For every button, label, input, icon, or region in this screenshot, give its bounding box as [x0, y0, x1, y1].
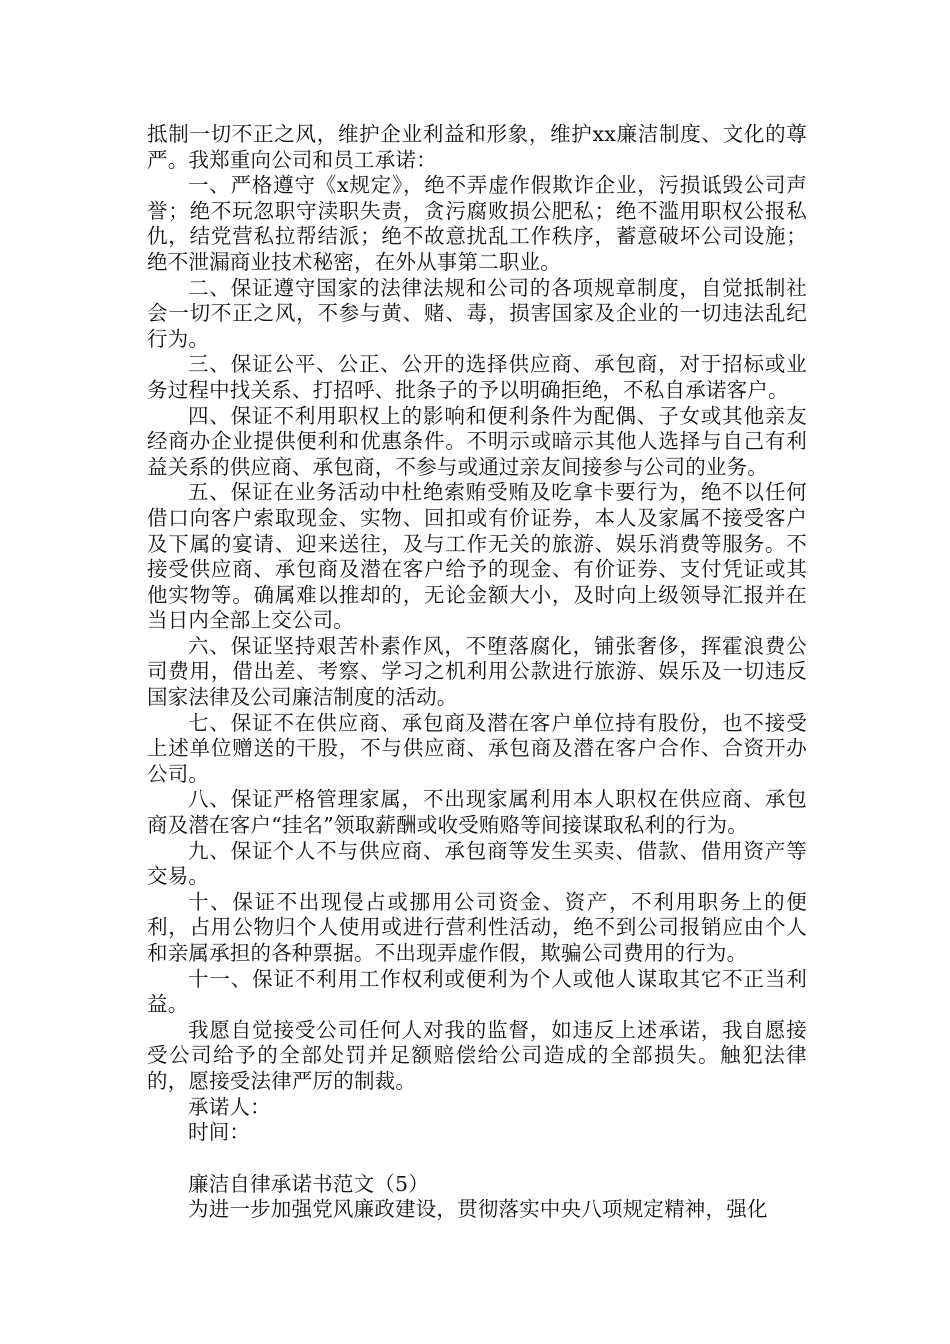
signature-label: 承诺人： — [188, 1094, 271, 1119]
paragraph-pledge: 我愿自觉接受公司任何人对我的监督，如违反上述承诺，我自愿接受公司给予的全部处罚并足额赔偿给公司造成的全部损失。触犯法律的，愿接受法律严厉的制裁。 — [147, 1017, 807, 1093]
paragraph-item-4: 四、保证不利用职权上的影响和便利条件为配偶、子女或其他亲友经商办企业提供便利和优惠条件。不明示或暗示其他人选择与自己有利益关系的供应商、承包商，不参与或通过亲友间接参与公司的业务。 — [147, 403, 807, 479]
paragraph-item-6: 六、保证坚持艰苦朴素作风，不堕落腐化，铺张奢侈，挥霍浪费公司费用，借出差、考察、学习之机利用公款进行旅游、娱乐及一切违反国家法律及公司廉洁制度的活动。 — [147, 633, 807, 710]
paragraph-item-2: 二、保证遵守国家的法律法规和公司的各项规章制度，自觉抵制社会一切不正之风，不参与黄、赌、毒，损害国家及企业的一切违法乱纪行为。 — [147, 275, 807, 351]
paragraph-item-7: 七、保证不在供应商、承包商及潜在客户单位持有股份，也不接受上述单位赠送的干股，不与供应商、承包商及潜在客户合作、合资开办公司。 — [147, 710, 807, 786]
paragraph-intro: 抵制一切不正之风，维护企业利益和形象，维护xx廉洁制度、文化的尊严。我郑重向公司和员工承诺： — [147, 122, 807, 172]
paragraph-item-8: 八、保证严格管理家属，不出现家属利用本人职权在供应商、承包商及潜在客户“挂名”领取薪酬或收受贿赂等间接谋取私利的行为。 — [147, 787, 807, 838]
paragraph-item-11: 十一、保证不利用工作权利或便利为个人或他人谋取其它不正当利益。 — [147, 966, 807, 1017]
paragraph-item-9: 九、保证个人不与供应商、承包商等发生买卖、借款、借用资产等交易。 — [147, 838, 807, 889]
date-label: 时间： — [188, 1120, 251, 1145]
paragraph-next-section: 为进一步加强党风廉政建设，贯彻落实中央八项规定精神，强化 — [188, 1197, 768, 1222]
document-body — [147, 122, 807, 1223]
section-heading: 廉洁自律承诺书范文（5） — [188, 1171, 429, 1196]
paragraph-item-5: 五、保证在业务活动中杜绝索贿受贿及吃拿卡要行为，绝不以任何借口向客户索取现金、实物、回扣或有价证券，本人及家属不接受客户及下属的宴请、迎来送往，及与工作无关的旅游、娱乐消费等服务。不接受供应商、承包商及潜在客户给予的现金、有价证券、支付凭证或其他实物等。确属难以推却的，无论金额大小，及时向上级领导汇报并在当日内全部上交公司。 — [147, 480, 807, 633]
paragraph-item-3: 三、保证公平、公正、公开的选择供应商、承包商，对于招标或业务过程中找关系、打招呼、批条子的予以明确拒绝，不私自承诺客户。 — [147, 352, 807, 402]
paragraph-item-10: 十、保证不出现侵占或挪用公司资金、资产，不利用职务上的便利，占用公物归个人使用或进行营利性活动，绝不到公司报销应由个人和亲属承担的各种票据。不出现弄虚作假，欺骗公司费用的行为。 — [147, 889, 807, 965]
paragraph-item-1: 一、严格遵守《x规定》，绝不弄虚作假欺诈企业，污损诋毁公司声誉；绝不玩忽职守渎职失责，贪污腐败损公肥私；绝不滥用职权公报私仇，结党营私拉帮结派；绝不故意扰乱工作秩序，蓄意破坏公司设施；绝不泄漏商业技术秘密，在外从事第二职业。 — [147, 173, 807, 274]
